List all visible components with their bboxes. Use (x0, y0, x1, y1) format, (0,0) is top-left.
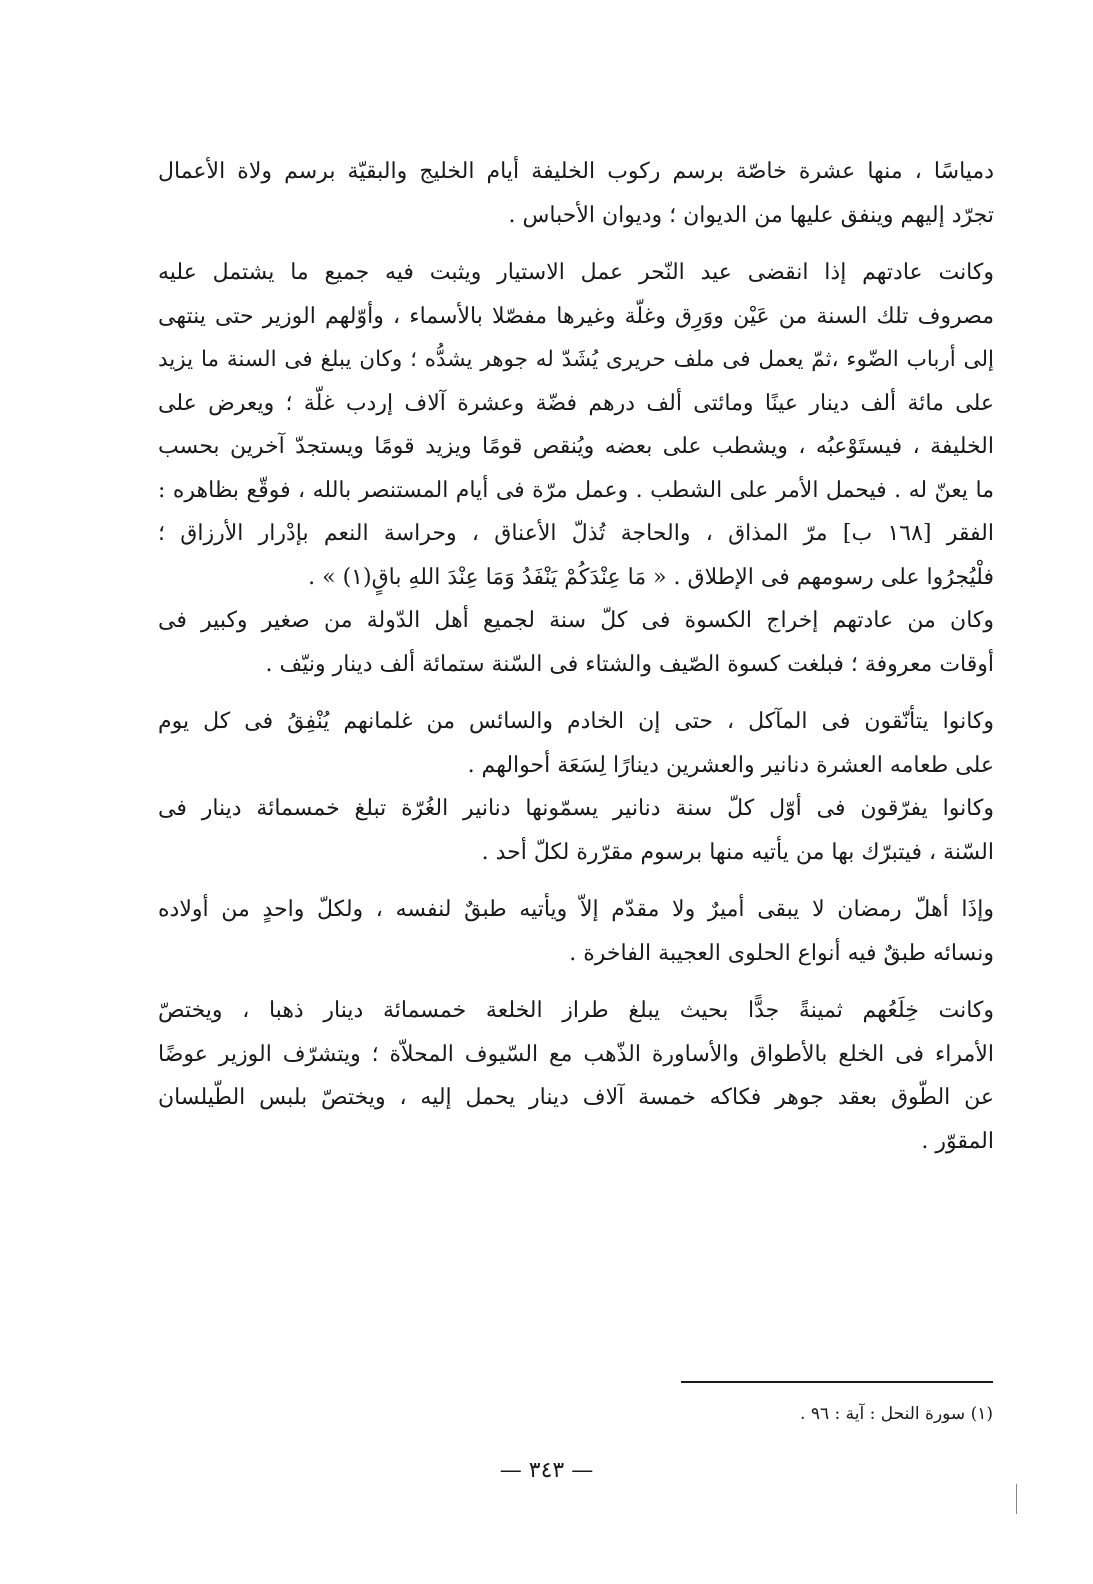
paragraph (158, 700, 994, 787)
text-line: وكانوا يفرّقون فى أوّل كلّ سنة دنانير يسمّونها دنانير الغُرّة تبلغ خمسمائة دينار فى (158, 796, 994, 821)
paragraph (158, 989, 994, 1163)
text-line: مصروف تلك السنة من عَيْن ووَرِق وغلّة وغيرها مفصّلا بالأسماء ، وأوّلهم الوزير حتى ينتهى (158, 303, 994, 329)
margin-mark (1016, 1484, 1017, 1514)
text-line: إلى أرباب الضّوء ،ثمّ يعمل فى ملف حريرى يُشَدّ له جوهر يشدُّه ؛ وكان يبلغ فى السنة ما يزيد (158, 347, 994, 372)
text-line: ما يعنّ له . فيحمل الأمر على الشطب . وعمل مرّة فى أيام المستنصر بالله ، فوقّع بظاهره : (158, 477, 994, 503)
page-number: — ٣٤٣ — (499, 1458, 594, 1483)
text-line: على طعامه العشرة دنانير والعشرين دينارًا لِسَعَة أحوالهم . (467, 752, 994, 778)
footnote: (١) سورة النحل : آية : ٩٦ . (800, 1404, 993, 1424)
page-body (158, 150, 994, 1163)
text-line: وكان من عادتهم إخراج الكسوة فى كلّ سنة لجميع أهل الدّولة من صغير وكبير فى (158, 608, 994, 633)
paragraph (158, 150, 994, 237)
paragraph (158, 787, 994, 874)
text-line: الفقر [١٦٨ ب] مرّ المذاق ، والحاجة تُذلّ الأعناق ، وحراسة النعم بإدْرار الأرزاق ؛ (158, 521, 994, 546)
text-line: وكانوا يتأنّقون فى المآكل ، حتى إن الخادم والسائس من غلمانهم يُنْفِقُ فى كل يوم (158, 709, 994, 734)
text-line: دمياسًا ، منها عشرة خاصّة برسم ركوب الخليفة أيام الخليج والبقيّة برسم ولاة الأعمال (158, 159, 994, 184)
paragraph (158, 888, 994, 975)
text-line: أوقات معروفة ؛ فبلغت كسوة الصّيف والشتاء فى السّنة ستمائة ألف دينار ونيّف . (265, 651, 994, 677)
text-line: الأمراء فى الخلع بالأطواق والأساورة الذّهب مع السّيوف المحلاّة ؛ ويتشرّف الوزير عوضًا (158, 1041, 994, 1067)
text-line: فلْيُجرُوا على رسومهم فى الإطلاق . « مَا عِنْدَكُمْ يَنْفَدُ وَمَا عِنْدَ اللهِ باقٍ(١) » . (308, 564, 994, 590)
text-line: السّنة ، فيتبرّك بها من يأتيه منها برسوم مقرّرة لكلّ أحد . (481, 839, 994, 865)
paragraph (158, 599, 994, 686)
text-line: على مائة ألف دينار عينًا ومائتى ألف درهم فضّة وعشرة آلاف إردب غلّة ؛ ويعرض على (158, 390, 994, 416)
text-line: وكانت عادتهم إذا انقضى عيد النّحر عمل الاستيار ويثبت فيه جميع ما يشتمل عليه (158, 260, 994, 285)
text-line: تجرّد إليهم وينفق عليها من الديوان ؛ وديوان الأحباس . (508, 202, 994, 228)
text-line: المقوّر . (921, 1128, 994, 1154)
text-line: الخليفة ، فيستَوْعبُه ، ويشطب على بعضه ويُنقص قومًا ويزيد قومًا ويستجدّ آخرين بحسب (158, 434, 994, 459)
text-line: ونسائه طبقٌ فيه أنواع الحلوى العجيبة الفاخرة . (569, 940, 994, 966)
footnote-divider (681, 1381, 993, 1383)
text-line: عن الطّوق بعقد جوهر فكاكه خمسة آلاف دينار يحمل إليه ، ويختصّ بلبس الطّيلسان (158, 1085, 994, 1110)
text-line: وإذَا أهلّ رمضان لا يبقى أميرٌ ولا مقدّم إلاّ ويأتيه طبقٌ لنفسه ، ولكلّ واحدٍ من أولاده (158, 897, 994, 922)
text-line: وكانت خِلَعُهم ثمينةً جدًّا بحيث يبلغ طراز الخلعة خمسمائة دينار ذهبا ، ويختصّ (158, 998, 994, 1023)
paragraph (158, 251, 994, 599)
